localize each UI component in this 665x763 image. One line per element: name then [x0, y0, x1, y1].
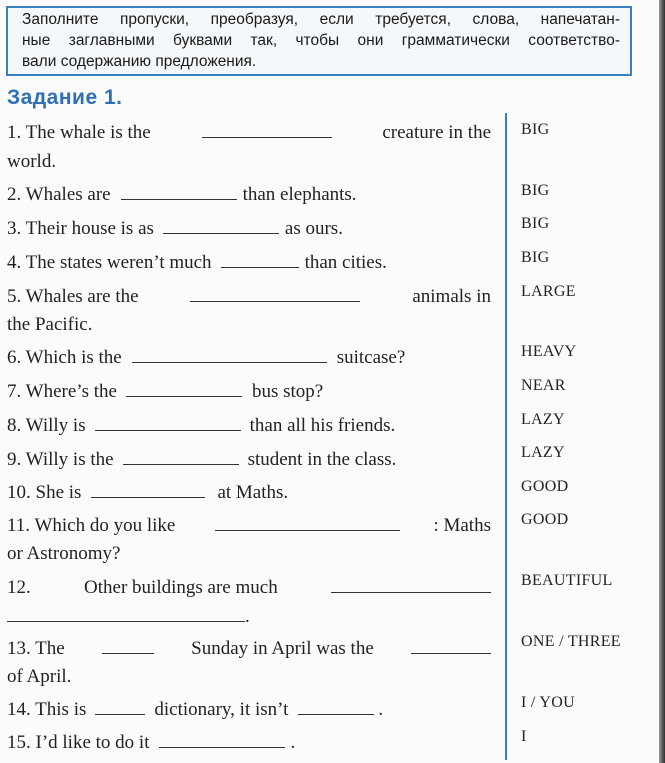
cue-word: BIG: [521, 249, 550, 266]
item-text: than cities.: [304, 252, 387, 273]
cue-word: BIG: [521, 121, 550, 138]
instruction-line-3: вали содержанию предложения.: [22, 53, 257, 70]
answer-blank[interactable]: [163, 218, 279, 234]
exercise-line: [7, 577, 491, 599]
item-number: 4.: [7, 252, 22, 273]
item-number: 7.: [7, 381, 22, 402]
item-text: than elephants.: [242, 184, 357, 205]
item-text: The: [35, 638, 65, 659]
item-text-continuation: the Pacific.: [7, 314, 93, 335]
task-title: Задание 1.: [7, 86, 123, 109]
item-text: Whales are the: [25, 286, 139, 307]
exercise-line: [7, 184, 357, 206]
answer-blank[interactable]: [411, 638, 491, 654]
cue-word: BIG: [521, 182, 550, 199]
cue-word: LAZY: [521, 411, 565, 428]
answer-blank[interactable]: [91, 482, 205, 498]
exercise-line: [7, 638, 491, 660]
cue-word: GOOD: [521, 478, 569, 495]
exercise-line: [7, 482, 288, 504]
item-number: 5.: [7, 286, 22, 307]
answer-blank[interactable]: [126, 381, 242, 397]
exercise-line: [7, 286, 491, 308]
item-text: .: [245, 606, 250, 627]
page-edge-shadow: [659, 0, 665, 763]
answer-blank[interactable]: [7, 606, 245, 622]
item-text: than all his friends.: [249, 415, 396, 436]
item-number: 8.: [7, 415, 22, 436]
item-text: suitcase?: [336, 347, 406, 368]
item-text: Whales are: [25, 184, 111, 205]
exercise-line: [7, 122, 491, 144]
item-number: 15.: [7, 732, 31, 753]
exercise-line: [7, 515, 491, 537]
exercise-line: [7, 449, 396, 471]
item-number: 11.: [7, 515, 31, 536]
answer-blank[interactable]: [221, 252, 299, 268]
item-text: animals in: [412, 286, 491, 307]
item-text: The whale is the: [25, 122, 151, 143]
item-text: : Maths: [433, 515, 491, 536]
item-text: Willy is: [25, 415, 86, 436]
item-text: Willy is the: [25, 449, 114, 470]
item-text-continuation: world.: [7, 151, 57, 172]
item-text: Which do you like: [34, 515, 176, 536]
item-text-continuation: of April.: [7, 666, 72, 687]
exercise-line: [7, 347, 405, 369]
exercise-line: [7, 699, 383, 721]
instruction-line-1: Заполните пропуски, преобразуя, если требуется, слова, напечатан-: [22, 11, 620, 28]
item-text: Sunday in April was the: [191, 638, 374, 659]
item-text: bus stop?: [251, 381, 324, 402]
cue-word: HEAVY: [521, 343, 577, 360]
answer-blank[interactable]: [298, 699, 374, 715]
answer-blank[interactable]: [121, 184, 237, 200]
item-number: 1.: [7, 122, 22, 143]
item-number: 6.: [7, 347, 22, 368]
answer-blank[interactable]: [102, 638, 154, 654]
item-number: 3.: [7, 218, 22, 239]
item-text: Other buildings are much: [84, 577, 278, 598]
exercise-line: [7, 252, 387, 274]
column-divider: [505, 113, 507, 760]
cue-word: NEAR: [521, 377, 566, 394]
instructions-box: [6, 6, 632, 76]
answer-blank[interactable]: [202, 122, 332, 138]
answer-blank[interactable]: [159, 732, 285, 748]
exercise-line: [7, 415, 395, 437]
cue-word: BIG: [521, 215, 550, 232]
item-text: as ours.: [284, 218, 343, 239]
item-text-continuation: or Astronomy?: [7, 543, 121, 564]
item-text: .: [378, 699, 384, 720]
exercise-line: [7, 218, 343, 240]
item-text: Where’s the: [25, 381, 117, 402]
answer-blank[interactable]: [95, 699, 145, 715]
cue-word: LARGE: [521, 283, 576, 300]
item-text: at Maths.: [217, 482, 289, 503]
answer-blank[interactable]: [132, 347, 327, 363]
item-text: dictionary, it isn’t: [154, 699, 289, 720]
item-number: 9.: [7, 449, 22, 470]
answer-blank[interactable]: [215, 515, 400, 531]
item-text: I’d like to do it: [35, 732, 150, 753]
item-text: Which is the: [25, 347, 122, 368]
item-text: She is: [35, 482, 82, 503]
item-text: The states weren’t much: [25, 252, 212, 273]
item-number: 14.: [7, 699, 31, 720]
exercise-line-continuation: [7, 606, 250, 628]
item-text: Their house is as: [25, 218, 154, 239]
item-number: 13.: [7, 638, 31, 659]
item-number: 10.: [7, 482, 31, 503]
cue-word: ONE / THREE: [521, 633, 621, 650]
cue-word: GOOD: [521, 511, 569, 528]
item-text: This is: [35, 699, 87, 720]
cue-word: I: [521, 728, 527, 745]
cue-word: I / YOU: [521, 694, 575, 711]
item-text: .: [290, 732, 296, 753]
answer-blank[interactable]: [95, 415, 241, 431]
item-text: student in the class.: [247, 449, 397, 470]
answer-blank[interactable]: [331, 577, 491, 593]
item-number: 2.: [7, 184, 22, 205]
instruction-line-2: ные заглавными буквами так, чтобы они грамматически соответство-: [22, 32, 620, 49]
cue-word: BEAUTIFUL: [521, 572, 613, 589]
exercise-line: [7, 381, 323, 403]
answer-blank[interactable]: [190, 286, 360, 302]
cue-word: LAZY: [521, 444, 565, 461]
item-number: 12.: [7, 577, 31, 598]
item-text: creature in the: [382, 122, 491, 143]
exercise-line: [7, 732, 295, 754]
answer-blank[interactable]: [123, 449, 239, 465]
